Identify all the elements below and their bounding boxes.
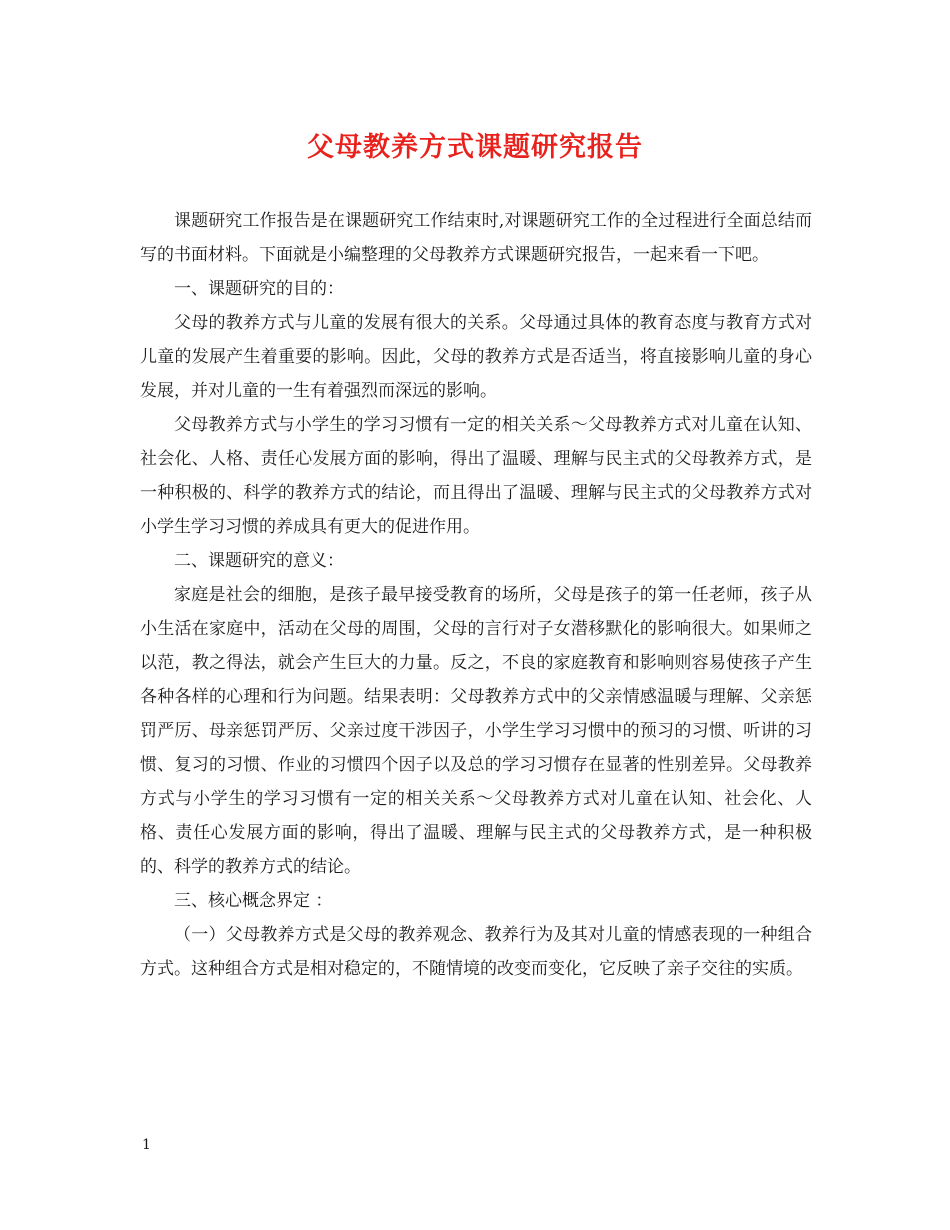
paragraph-intro: 课题研究工作报告是在课题研究工作结束时,对课题研究工作的全过程进行全面总结而写的书面材料。下面就是小编整理的父母教养方式课题研究报告，一起来看一下吧。: [140, 211, 812, 265]
section-heading-purpose: 一、课题研究的目的：: [174, 279, 344, 299]
document-title: 父母教养方式课题研究报告: [307, 132, 643, 163]
paragraph-purpose-2: 父母教养方式与小学生的学习习惯有一定的相关关系～父母教养方式对儿童在认知、社会化、人格、责任心发展方面的影响，得出了温暖、理解与民主式的父母教养方式，是一种积极的、科学的教养方式的结论，而且得出了温暖、理解与民主式的父母教养方式对小学生学习习惯的养成具有更大的促进作用。: [140, 415, 812, 537]
page-number: 1: [142, 1137, 151, 1153]
document-body: [140, 204, 812, 986]
section-heading-significance: 二、课题研究的意义：: [174, 551, 344, 571]
paragraph-significance: 家庭是社会的细胞，是孩子最早接受教育的场所，父母是孩子的第一任老师，孩子从小生活在家庭中，活动在父母的周围，父母的言行对子女潜移默化的影响很大。如果师之以范，教之得法，就会产生巨大的力量。反之，不良的家庭教育和影响则容易使孩子产生各种各样的心理和行为问题。结果表明：父母教养方式中的父亲情感温暖与理解、父亲惩罚严厉、母亲惩罚严厉、父亲过度干涉因子，小学生学习习惯中的预习的习惯、听讲的习惯、复习的习惯、作业的习惯四个因子以及总的学习习惯存在显著的性别差异。父母教养方式与小学生的学习习惯有一定的相关关系～父母教养方式对儿童在认知、社会化、人格、责任心发展方面的影响，得出了温暖、理解与民主式的父母教养方式，是一种积极的、科学的教养方式的结论。: [140, 585, 812, 877]
section-heading-concepts: 三、核心概念界定 ：: [174, 891, 333, 911]
paragraph-purpose-1: 父母的教养方式与儿童的发展有很大的关系。父母通过具体的教育态度与教育方式对儿童的发展产生着重要的影响。因此，父母的教养方式是否适当，将直接影响儿童的身心发展，并对儿童的一生有着强烈而深远的影响。: [140, 313, 812, 401]
paragraph-concept-1: （一）父母教养方式是父母的教养观念、教养行为及其对儿童的情感表现的一种组合方式。这种组合方式是相对稳定的，不随情境的改变而变化，它反映了亲子交往的实质。: [140, 925, 812, 979]
